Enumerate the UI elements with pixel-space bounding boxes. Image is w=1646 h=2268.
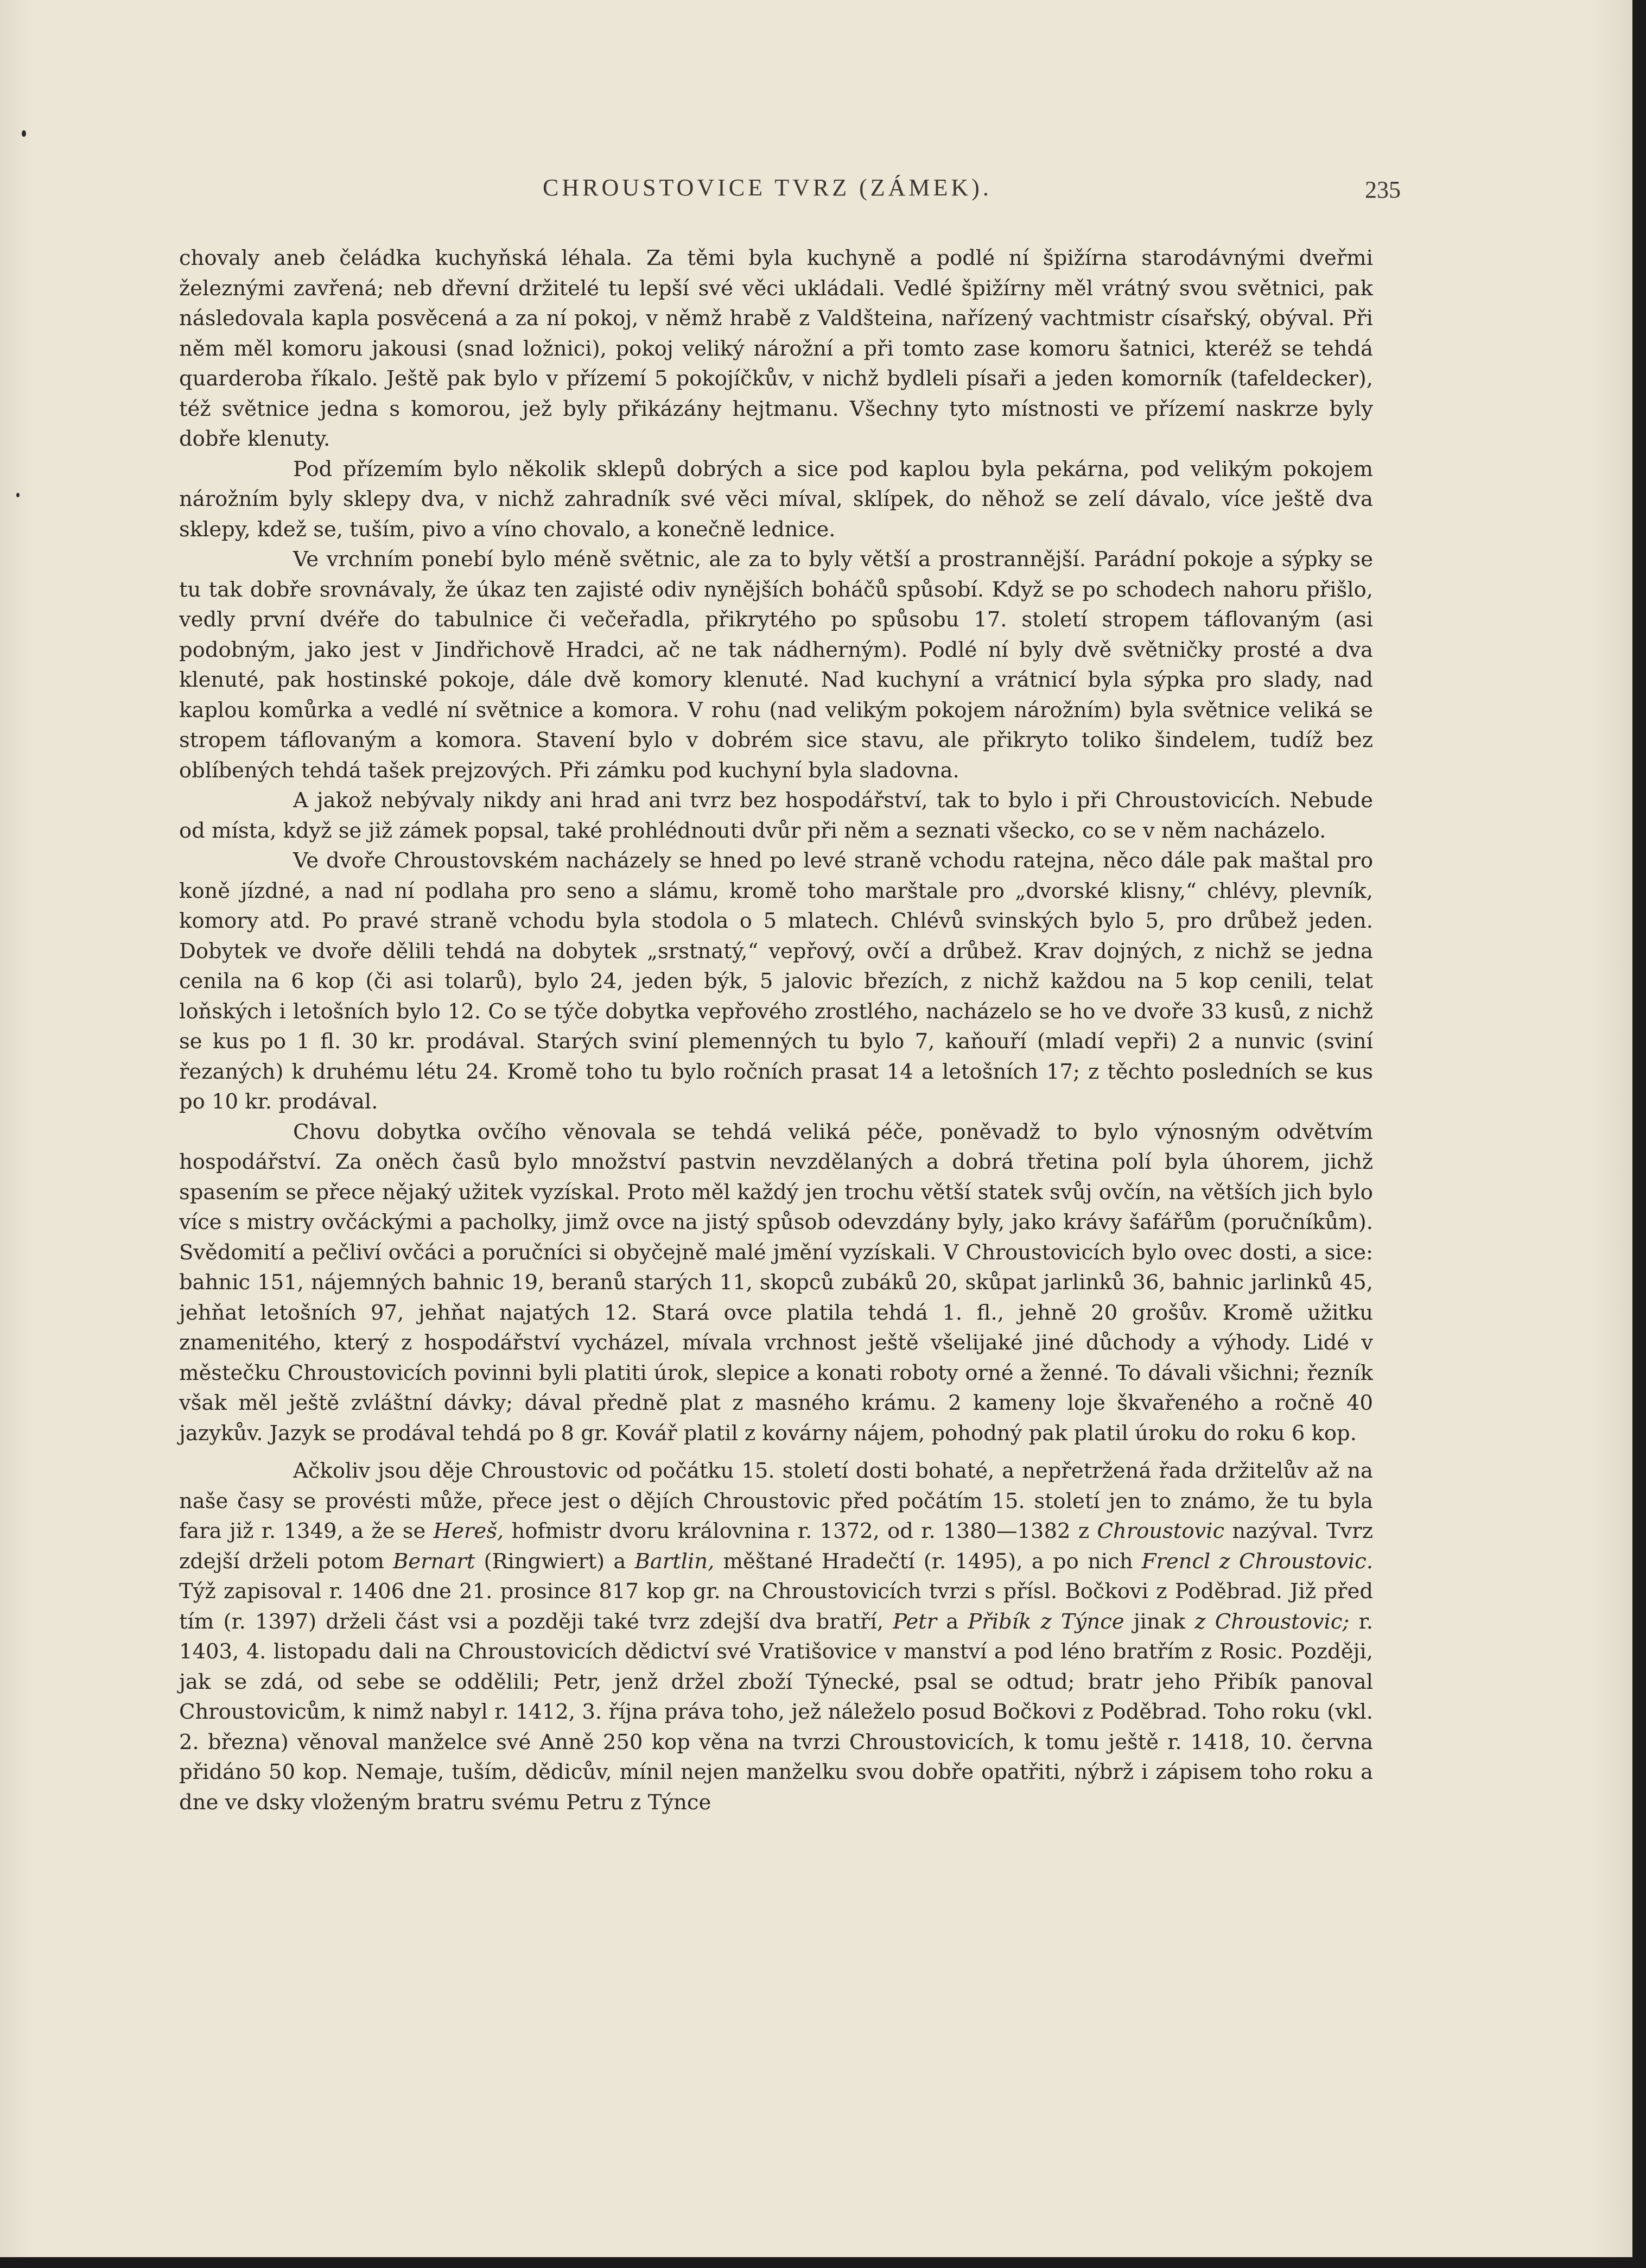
paragraph: A jakož nebývaly nikdy ani hrad ani tvrz bez hospodářství, tak to bylo i při Chroustovicích. Nebude od místa, když se již zámek popsal, také prohlédnouti dvůr při něm a seznati všecko, co se v něm nacházelo. [179, 788, 1373, 843]
italic-name: Chroustovic [1097, 1519, 1225, 1543]
paragraph: Pod přízemím bylo několik sklepů dobrých a sice pod kaplou byla pekárna, pod velikým pokojem nárožním byly sklepy dva, v nichž zahradník své věci míval, sklípek, do něhož se zelí dávalo, více ještě dva sklepy, kdež se, tuším, pivo a víno chovalo, a konečně lednice. [179, 457, 1373, 542]
page-header [0, 174, 1632, 217]
margin-speck [16, 493, 20, 497]
running-title: CHROUSTOVICE TVRZ (ZÁMEK). [543, 174, 992, 201]
italic-name: Přibík z Týnce [968, 1609, 1124, 1634]
body-text [179, 243, 1373, 1817]
italic-name: z Chroustovic; [1194, 1609, 1350, 1634]
paragraph: Ve dvoře Chroustovském nacházely se hned po levé straně vchodu ratejna, něco dále pak maštal pro koně jízdné, a nad ní podlaha pro seno a slámu, kromě toho marštale pro „dvorské klisny,“ chlévy, plevník, komory atd. Po pravé straně vchodu byla stodola o 5 mlatech. Chlévů svinských bylo 5, pro drůbež jeden. Dobytek ve dvoře dělili tehdá na dobytek „srstnatý,“ vepřový, ovčí a drůbež. Krav dojných, z nichž se jedna cenila na 6 kop (či asi tolarů), bylo 24, jeden býk, 5 jalovic březích, z nichž každou na 5 kop cenili, telat loňských i letošních bylo 12. Co se týče dobytka vepřového zrostlého, nacházelo se ho ve dvoře 33 kusů, z nichž se kus po 1 fl. 30 kr. prodával. Starých sviní plemenných tu bylo 7, kaňouří (mladí vepři) 2 a nunvic (sviní řezaných) k druhému létu 24. Kromě toho tu bylo ročních prasat 14 a letošních 17; z těchto posledních se kus po 10 kr. prodával. [179, 848, 1373, 1114]
paragraph: Ve vrchním ponebí bylo méně světnic, ale za to byly větší a prostrannější. Parádní pokoje a sýpky se tu tak dobře srovnávaly, že úkaz ten zajisté odiv nynějších boháčů spůsobí. Když se po schodech nahoru přišlo, vedly první dvéře do tabulnice či večeřadla, přikrytého po spůsobu 17. století stropem táflovaným (asi podobným, jako jest v Jindřichově Hradci, ač ne tak nádherným). Podlé ní byly dvě světničky prosté a dva klenuté, pak hostinské pokoje, dále dvě komory klenuté. Nad kuchyní a vrátnicí byla sýpka pro slady, nad kaplou komůrka a vedlé ní světnice a komora. V rohu (nad velikým pokojem nárožním) byla světnice veliká se stropem táflovaným a komora. Stavení bylo v dobrém sice stavu, ale přikryto toliko šindelem, tudíž bez oblíbených tehdá tašek prejzových. Při zámku pod kuchyní byla sladovna. [179, 547, 1373, 783]
margin-speck [22, 130, 26, 137]
paragraph: Ačkoliv jsou děje Chroustovic od počátku 15. století dosti bohaté, a nepřetržená řada držitelův až na naše časy se provésti může, přece jest o dějích Chroustovic před počátím 15. století jen to známo, že tu byla fara již r. 1349, a že se Hereš, hofmistr dvoru královnina r. 1372, od r. 1380—1382 z Chroustovic nazýval. Tvrz zdejší drželi potom Bernart (Ringwiert) a Bartlin, měštané Hradečtí (r. 1495), a po nich Frencl z Chroustovic. Týž zapisoval r. 1406 dne 21. prosince 817 kop gr. na Chroustovicích tvrzi s přísl. Bočkovi z Poděbrad. Již před tím (r. 1397) drželi část vsi a později také tvrz zdejší dva bratří, Petr a Přibík z Týnce jinak z Chroustovic; r. 1403, 4. listopadu dali na Chroustovicích dědictví své Vratišovice v manství a pod léno bratřím z Rosic. Později, jak se zdá, od sebe se oddělili; Petr, jenž držel zboží Týnecké, psal se odtud; bratr jeho Přibík panoval Chroustovicům, k nimž nabyl r. 1412, 3. října práva toho, jež náleželo posud Bočkovi z Poděbrad. Toho roku (vkl. 2. března) věnoval manželce své Anně 250 kop věna na tvrzi Chroustovicích, k tomu ještě r. 1418, 10. června přidáno 50 kop. Nemaje, tuším, dědicův, mínil nejen manželku svou dobře opatřiti, nýbrž i zápisem toho roku a dne ve dsky vloženým bratru svému Petru z Týnce [179, 1459, 1373, 1815]
paragraph: Chovu dobytka ovčího věnovala se tehdá veliká péče, poněvadž to bylo výnosným odvětvím hospodářství. Za oněch časů bylo množství pastvin nevzdělaných a dobrá třetina polí byla úhorem, jichž spasením se přece nějaký užitek vyzískal. Proto měl každý jen trochu větší statek svůj ovčín, na větších jich bylo více s mistry ovčáckými a pacholky, jimž ovce na jistý spůsob odevzdány byly, jako krávy šafářům (poručníkům). Svědomití a pečliví ovčáci a poručníci si obyčejně malé jmění vyzískali. V Chroustovicích bylo ovec dosti, a sice: bahnic 151, nájemných bahnic 19, beranů starých 11, skopců zubáků 20, skůpat jarlinků 36, bahnic jarlinků 45, jehňat letošních 97, jehňat najatých 12. Stará ovce platila tehdá 1. fl., jehně 20 grošův. Kromě užitku znamenitého, který z hospodářství vycházel, mívala vrchnost ještě všelijaké jiné důchody a výhody. Lidé v městečku Chroustovicích povinni byli platiti úrok, slepice a konati roboty orné a ženné. To dávali všichni; řezník však měl ještě zvláštní dávky; dával předně plat z masného krámu. 2 kameny loje škvařeného a ročně 40 jazykův. Jazyk se prodával tehdá po 8 gr. Kovář platil z kovárny nájem, pohodný pak platil úroku do roku 6 kop. [179, 1119, 1373, 1446]
italic-name: Petr [893, 1609, 937, 1634]
italic-name: Bernart [393, 1549, 475, 1574]
italic-name: Frencl z Chroustovic. [1141, 1549, 1373, 1574]
paragraph: chovaly aneb čeládka kuchyňská léhala. Za těmi byla kuchyně a podlé ní špižírna starodávnými dveřmi železnými zavřená; neb dřevní držitelé tu lepší své věci ukládali. Vedlé špižírny měl vrátný svou světnici, pak následovala kapla posvěcená a za ní pokoj, v němž hrabě z Valdšteina, nařízený vachtmistr císařský, obýval. Při něm měl komoru jakousi (snad ložnici), pokoj veliký nárožní a při tomto zase komoru šatnici, kteréž se tehdá quarderoba říkalo. Ještě pak bylo v přízemí 5 pokojíčkův, v nichž bydleli písaři a jeden komorník (tafeldecker), též světnice jedna s komorou, jež byly přikázány hejtmanu. Všechny tyto místnosti ve přízemí naskrze byly dobře klenuty. [179, 246, 1373, 451]
page-number: 235 [1365, 176, 1401, 203]
italic-name: Hereš, [433, 1519, 504, 1543]
italic-name: Bartlin, [634, 1549, 715, 1574]
